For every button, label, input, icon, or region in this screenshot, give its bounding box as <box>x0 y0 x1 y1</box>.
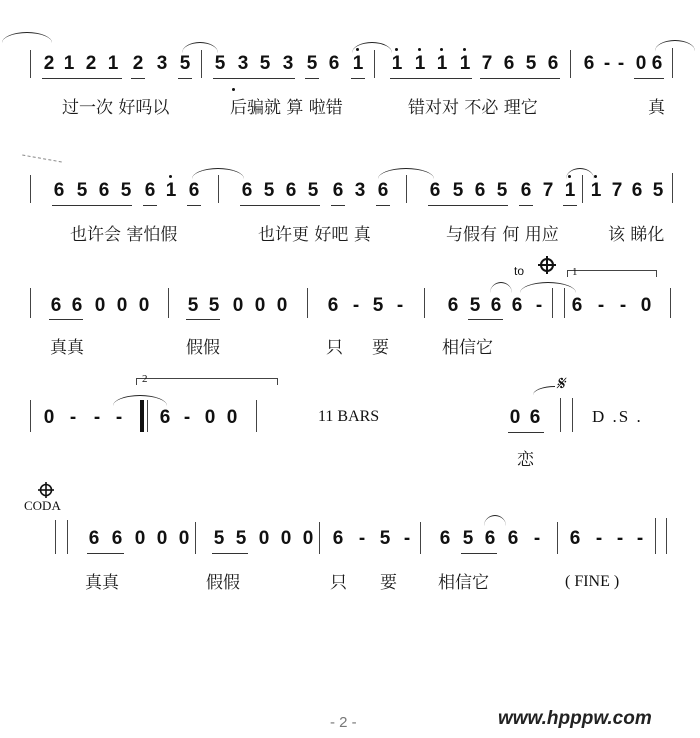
note: 0 <box>302 528 314 549</box>
barline <box>557 522 558 554</box>
note: 0 <box>258 528 270 549</box>
lyric: 真真 <box>85 573 119 593</box>
lyric: 恋 <box>517 450 534 470</box>
note: 2 <box>43 53 55 74</box>
lyric: 只 <box>326 338 343 358</box>
underline <box>376 205 390 206</box>
note: 0 <box>254 295 266 316</box>
underline <box>331 205 345 206</box>
barline <box>30 50 31 78</box>
note: 0 <box>43 407 55 428</box>
underline <box>461 553 497 554</box>
note: 7 <box>542 180 554 201</box>
barline <box>30 400 31 432</box>
note-dash: - <box>396 295 404 316</box>
note: 6 <box>520 180 532 201</box>
underline <box>519 205 533 206</box>
note: 6 <box>511 295 523 316</box>
note: 6 <box>144 180 156 201</box>
underline <box>563 205 577 206</box>
note-high: 1 <box>165 180 177 201</box>
barline <box>147 400 148 432</box>
note: 5 <box>259 53 271 74</box>
barline <box>582 175 583 203</box>
underline <box>213 78 295 79</box>
barline <box>218 175 219 203</box>
note: 5 <box>76 180 88 201</box>
underline <box>390 78 472 79</box>
barline <box>670 288 671 318</box>
note: 6 <box>439 528 451 549</box>
note-high: 1 <box>391 53 403 74</box>
note: 6 <box>88 528 100 549</box>
lyric: 错对对 不必 理它 <box>408 98 538 118</box>
note: 6 <box>547 53 559 74</box>
note: 0 <box>635 53 647 74</box>
underline <box>428 205 508 206</box>
note: 5 <box>235 528 247 549</box>
barline <box>307 288 308 318</box>
note: 6 <box>71 295 83 316</box>
lyric: 假假 <box>206 573 240 593</box>
coda-icon <box>538 256 556 274</box>
note: 5 <box>525 53 537 74</box>
note: 6 <box>327 295 339 316</box>
note: 6 <box>571 295 583 316</box>
barline <box>256 400 257 432</box>
note: 0 <box>134 528 146 549</box>
note: 3 <box>237 53 249 74</box>
note: 0 <box>276 295 288 316</box>
tie-slur <box>352 42 392 53</box>
barline <box>424 288 425 318</box>
note: 6 <box>377 180 389 201</box>
note: 6 <box>188 180 200 201</box>
note: 6 <box>332 180 344 201</box>
double-barline <box>564 288 565 318</box>
note: 6 <box>98 180 110 201</box>
tie-continuation <box>22 155 62 163</box>
tie-slur <box>655 40 695 51</box>
lyric: 假假 <box>186 338 220 358</box>
note: 6 <box>159 407 171 428</box>
note-dash: - <box>597 295 605 316</box>
underline <box>187 205 201 206</box>
note: 5 <box>496 180 508 201</box>
note: 6 <box>241 180 253 201</box>
barline <box>30 175 31 203</box>
barline <box>30 288 31 318</box>
barline <box>570 50 571 78</box>
note: 6 <box>503 53 515 74</box>
lyric: 相信它 <box>438 573 489 593</box>
underline <box>468 319 503 320</box>
double-barline <box>560 398 561 432</box>
double-barline <box>572 398 573 432</box>
note: 6 <box>53 180 65 201</box>
note-dash: - <box>533 528 541 549</box>
bars-rest-label: 11 BARS <box>318 408 380 425</box>
note: 6 <box>507 528 519 549</box>
ds-label: D .S . <box>592 407 643 426</box>
final-barline <box>666 518 667 554</box>
note: 6 <box>332 528 344 549</box>
note: 0 <box>116 295 128 316</box>
note: 5 <box>652 180 664 201</box>
underline <box>351 78 365 79</box>
double-barline <box>552 288 553 318</box>
underline <box>305 78 319 79</box>
note-dash: - <box>617 53 625 74</box>
note-dash: - <box>619 295 627 316</box>
note: 5 <box>379 528 391 549</box>
note: 2 <box>132 53 144 74</box>
note: 6 <box>328 53 340 74</box>
underline <box>212 553 248 554</box>
double-barline <box>55 520 56 554</box>
underline <box>240 205 320 206</box>
note-dash: - <box>535 295 543 316</box>
tie-slur <box>182 42 218 53</box>
note: 6 <box>447 295 459 316</box>
note: 6 <box>474 180 486 201</box>
note: 6 <box>429 180 441 201</box>
note: 0 <box>94 295 106 316</box>
segno-icon: 𝄋 <box>556 373 565 395</box>
note-high: 1 <box>352 53 364 74</box>
note: 0 <box>509 407 521 428</box>
note: 5 <box>372 295 384 316</box>
coda-label: CODA <box>24 498 61 513</box>
note: 0 <box>232 295 244 316</box>
note: 3 <box>282 53 294 74</box>
note: 5 <box>306 53 318 74</box>
lyric: 后骗就 算 啦错 <box>230 98 343 118</box>
tie-slur <box>2 32 52 43</box>
note: 5 <box>462 528 474 549</box>
tie-slur <box>490 282 512 293</box>
lyric: 该 睇化 <box>608 225 665 245</box>
note: 0 <box>640 295 652 316</box>
lyric: 真 <box>648 98 665 118</box>
low-dot <box>232 88 235 91</box>
note: 5 <box>263 180 275 201</box>
note: 1 <box>107 53 119 74</box>
note: 3 <box>354 180 366 201</box>
note: 6 <box>285 180 297 201</box>
note: 6 <box>529 407 541 428</box>
note: 1 <box>63 53 75 74</box>
underline <box>131 78 145 79</box>
underline <box>42 78 122 79</box>
barline <box>374 50 375 78</box>
underline <box>52 205 132 206</box>
note: 6 <box>490 295 502 316</box>
lyric: 过一次 好吗以 <box>62 98 170 118</box>
underline <box>480 78 560 79</box>
note: 0 <box>178 528 190 549</box>
note: 5 <box>307 180 319 201</box>
underline <box>186 319 220 320</box>
double-barline <box>67 520 68 554</box>
note: 6 <box>651 53 663 74</box>
note: 7 <box>481 53 493 74</box>
note: 5 <box>179 53 191 74</box>
barline <box>672 48 673 78</box>
lyric: 只 <box>330 573 347 593</box>
note: 5 <box>187 295 199 316</box>
tie-slur <box>520 282 576 293</box>
note-dash: - <box>603 53 611 74</box>
fine-label: ( FINE ) <box>565 573 620 590</box>
note-dash: - <box>636 528 644 549</box>
underline <box>178 78 192 79</box>
note-high: 1 <box>436 53 448 74</box>
note: 2 <box>85 53 97 74</box>
lyric: 真真 <box>50 338 84 358</box>
volta-2-bracket <box>136 378 278 385</box>
tie-slur <box>566 168 594 179</box>
note: 5 <box>213 528 225 549</box>
note: 0 <box>226 407 238 428</box>
underline <box>49 319 83 320</box>
note: 0 <box>156 528 168 549</box>
volta-1-label: 1 <box>572 266 578 278</box>
page-number: - 2 - <box>330 714 357 731</box>
lyric: 要 <box>372 338 389 358</box>
note: 6 <box>111 528 123 549</box>
note-high: 1 <box>459 53 471 74</box>
note: 6 <box>631 180 643 201</box>
note: 0 <box>204 407 216 428</box>
note: 5 <box>452 180 464 201</box>
barline <box>195 522 196 554</box>
lyric: 与假有 何 用应 <box>446 225 559 245</box>
note-high: 1 <box>590 180 602 201</box>
barline <box>406 175 407 203</box>
barline <box>201 50 202 78</box>
underline <box>87 553 124 554</box>
note: 0 <box>280 528 292 549</box>
note-dash: - <box>358 528 366 549</box>
underline <box>634 78 664 79</box>
lyric: 相信它 <box>442 338 493 358</box>
barline <box>420 522 421 554</box>
note: 7 <box>611 180 623 201</box>
barline <box>168 288 169 318</box>
segno-slur <box>533 386 555 395</box>
note: 5 <box>208 295 220 316</box>
note-dash: - <box>352 295 360 316</box>
lyric: 要 <box>380 573 397 593</box>
note-dash: - <box>69 407 77 428</box>
note-dash: - <box>93 407 101 428</box>
final-barline <box>655 518 656 554</box>
note: 5 <box>469 295 481 316</box>
note-dash: - <box>403 528 411 549</box>
note-high: 1 <box>564 180 576 201</box>
volta-2-label: 2 <box>142 373 148 385</box>
coda-icon <box>38 482 54 498</box>
underline <box>508 432 544 433</box>
barline <box>672 173 673 203</box>
note: 3 <box>156 53 168 74</box>
note: 6 <box>50 295 62 316</box>
thick-barline <box>140 400 144 432</box>
note-dash: - <box>595 528 603 549</box>
note-dash: - <box>616 528 624 549</box>
note: 0 <box>138 295 150 316</box>
note: 5 <box>214 53 226 74</box>
note-dash: - <box>183 407 191 428</box>
lyric: 也许会 害怕假 <box>70 225 178 245</box>
note-high: 1 <box>414 53 426 74</box>
note: 6 <box>569 528 581 549</box>
barline <box>319 522 320 554</box>
underline <box>143 205 157 206</box>
note-dash: - <box>115 407 123 428</box>
note: 6 <box>484 528 496 549</box>
volta-1-bracket <box>567 270 657 277</box>
website-watermark: www.hpppw.com <box>498 708 652 729</box>
to-coda-label: to <box>514 264 525 278</box>
tie-slur <box>484 515 506 526</box>
note: 5 <box>120 180 132 201</box>
lyric: 也许更 好吧 真 <box>258 225 371 245</box>
note: 6 <box>583 53 595 74</box>
